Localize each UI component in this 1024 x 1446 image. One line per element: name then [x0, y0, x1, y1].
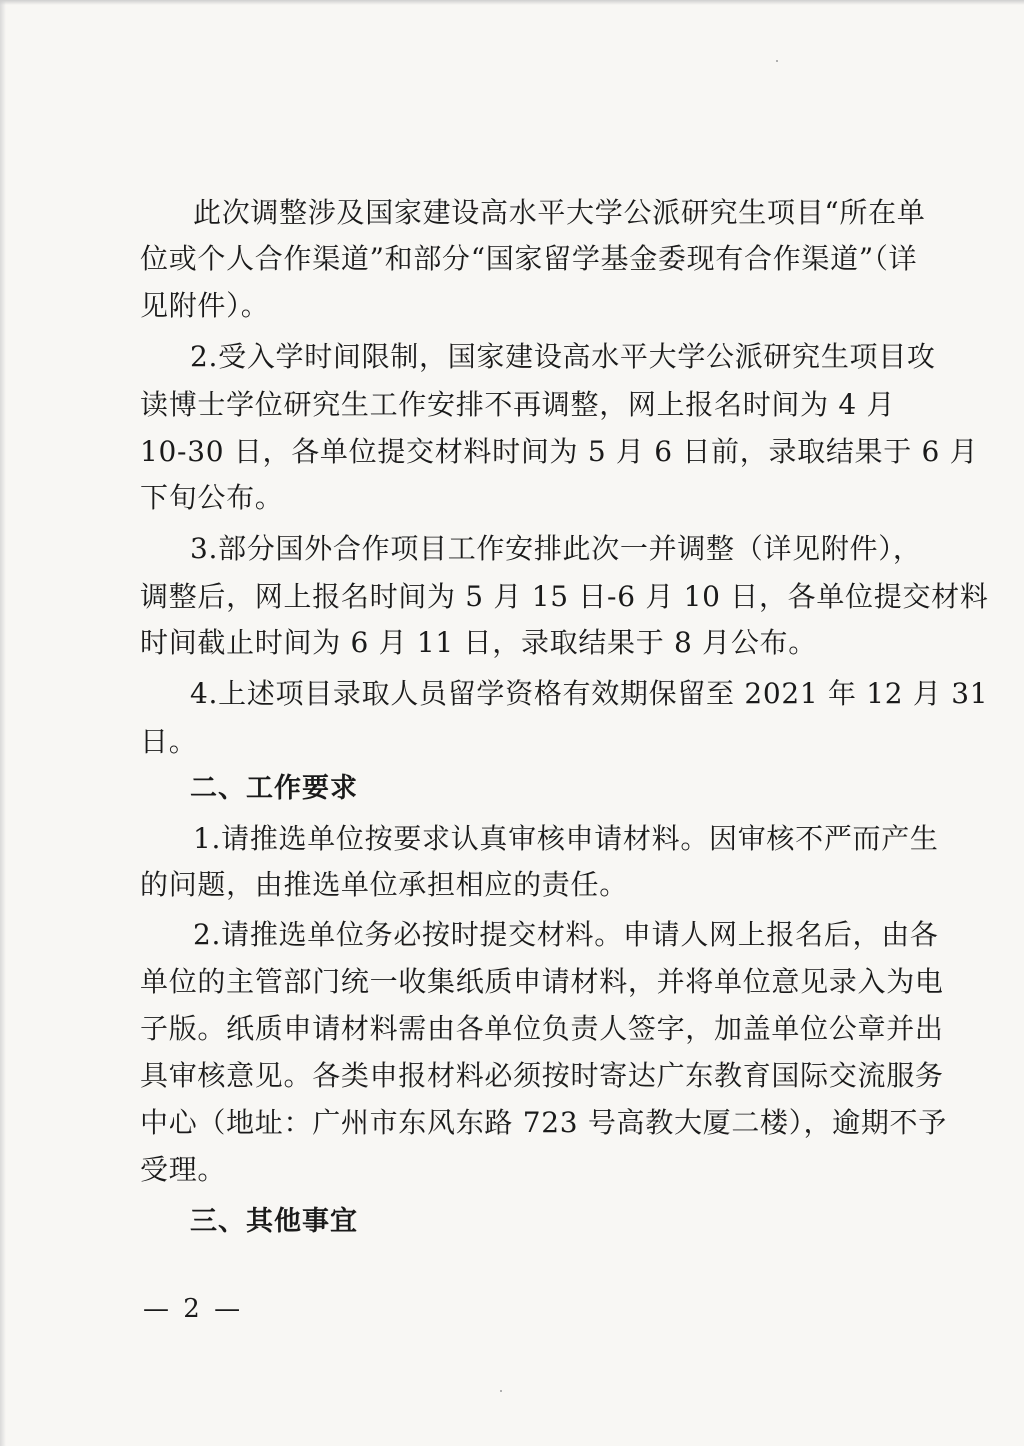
body-text-line: 中心（地址：广州市东风东路 723 号高教大厦二楼），逾期不予 [140, 1106, 947, 1139]
body-text-line: 1.请推选单位按要求认真审核申请材料。因审核不严而产生 [193, 822, 939, 855]
body-text-line: 读博士学位研究生工作安排不再调整，网上报名时间为 4 月 [140, 388, 896, 421]
page-number: — 2 — [143, 1294, 244, 1324]
body-text-line: 子版。纸质申请材料需由各单位负责人签字，加盖单位公章并出 [140, 1012, 944, 1045]
scan-speck [776, 60, 778, 62]
section-heading: 二、工作要求 [190, 773, 358, 804]
body-text-line: 下旬公布。 [140, 481, 284, 514]
body-text-line: 此次调整涉及国家建设高水平大学公派研究生项目“所在单 [193, 196, 926, 229]
body-text-line: 位或个人合作渠道”和部分“国家留学基金委现有合作渠道”（详 [140, 242, 918, 275]
body-text-line: 10-30 日，各单位提交材料时间为 5 月 6 日前，录取结果于 6 月 [140, 435, 979, 468]
page-edge-shadow-left [0, 0, 6, 1446]
body-text-line: 日。 [140, 725, 198, 758]
body-text-line: 受理。 [140, 1153, 227, 1186]
body-text-line: 2.请推选单位务必按时提交材料。申请人网上报名后，由各 [193, 918, 939, 951]
scan-speck [500, 1390, 502, 1392]
body-text-line: 具审核意见。各类申报材料必须按时寄达广东教育国际交流服务 [140, 1059, 944, 1092]
body-text-line: 2.受入学时间限制，国家建设高水平大学公派研究生项目攻 [190, 340, 936, 373]
body-text-line: 单位的主管部门统一收集纸质申请材料，并将单位意见录入为电 [140, 965, 944, 998]
body-text-line: 时间截止时间为 6 月 11 日，录取结果于 8 月公布。 [140, 626, 817, 659]
body-text-line: 3.部分国外合作项目工作安排此次一并调整（详见附件）， [190, 532, 922, 565]
body-text-line: 4.上述项目录取人员留学资格有效期保留至 2021 年 12 月 31 [190, 677, 989, 710]
page-edge-shadow-top [0, 0, 1024, 5]
body-text-line: 见附件）。 [140, 289, 270, 322]
section-heading: 三、其他事宜 [190, 1206, 358, 1237]
body-text-line: 的问题，由推选单位承担相应的责任。 [140, 868, 628, 901]
body-text-line: 调整后，网上报名时间为 5 月 15 日-6 月 10 日，各单位提交材料 [140, 580, 989, 613]
